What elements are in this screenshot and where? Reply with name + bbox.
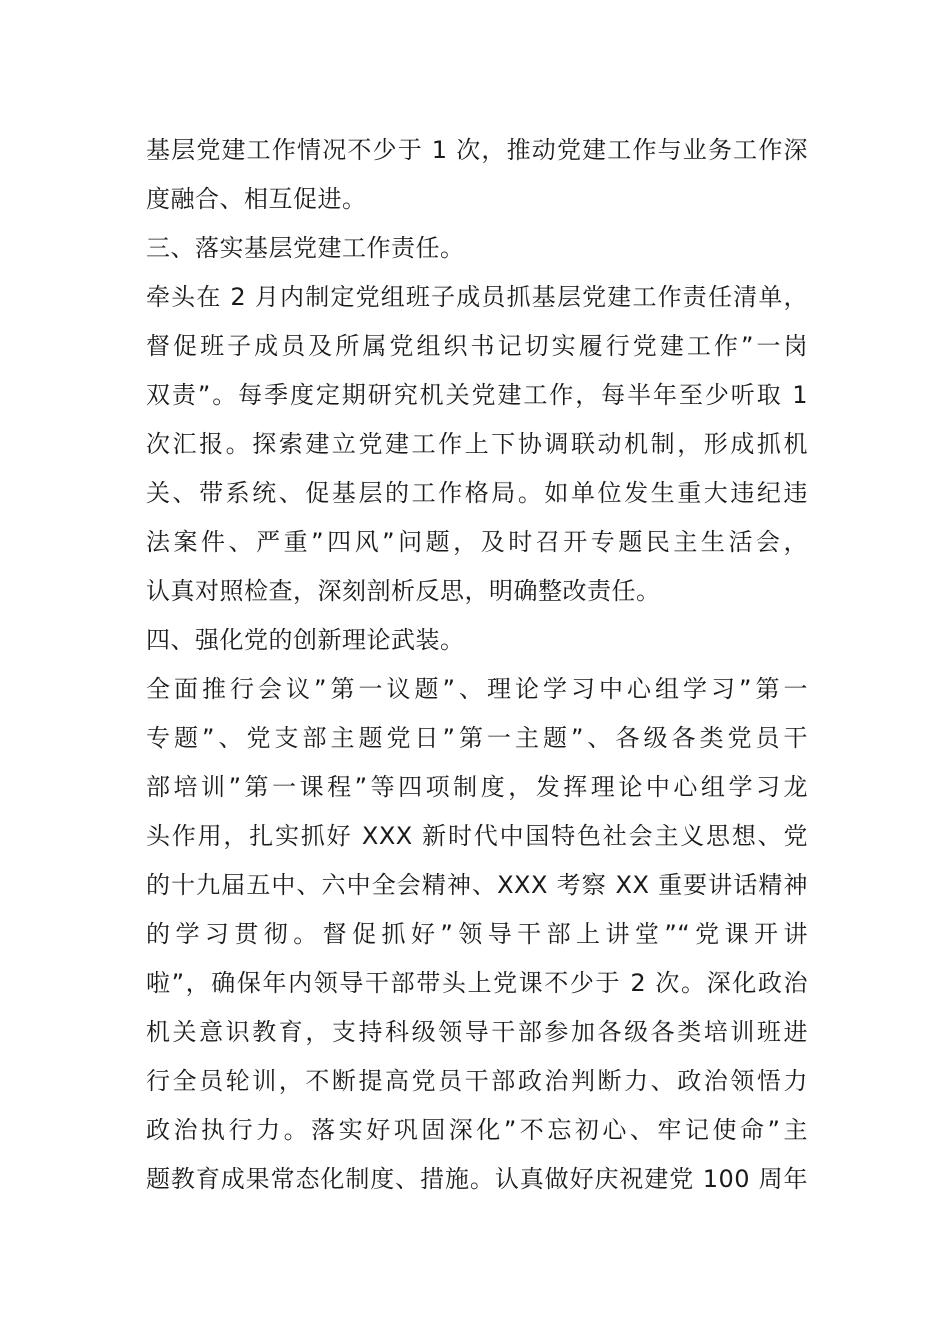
text-line: 头作用，扎实抓好 XXX 新时代中国特色社会主义思想、党 [146,822,808,850]
text-line: 政治执行力。落实好巩固深化”不忘初心、牢记使命”主 [146,1116,808,1144]
text-line: 认真对照检查，深刻剖析反思，明确整改责任。 [146,577,661,605]
text-line: 关、带系统、促基层的工作格局。如单位发生重大违纪违 [146,479,808,507]
text-line: 题教育成果常态化制度、措施。认真做好庆祝建党 100 周年 [146,1165,808,1193]
section-heading: 三、落实基层党建工作责任。 [146,234,465,262]
document-body [146,126,808,1204]
text-line: 的学习贯彻。督促抓好”领导干部上讲堂”“党课开讲 [146,920,808,948]
text-line: 机关意识教育，支持科级领导干部参加各级各类培训班进 [146,1018,808,1046]
section-heading: 四、强化党的创新理论武装。 [146,626,465,654]
text-line: 专题”、党支部主题党日”第一主题”、各级各类党员干 [146,724,808,752]
text-line: 度融合、相互促进。 [146,185,367,213]
text-line: 督促班子成员及所属党组织书记切实履行党建工作”一岗 [146,332,808,360]
text-line: 基层党建工作情况不少于 1 次，推动党建工作与业务工作深 [146,136,808,164]
text-line: 次汇报。探索建立党建工作上下协调联动机制，形成抓机 [146,430,808,458]
text-line: 的十九届五中、六中全会精神、XXX 考察 XX 重要讲话精神 [146,871,808,899]
text-line: 法案件、严重”四风”问题，及时召开专题民主生活会， [146,528,808,556]
text-line: 牵头在 2 月内制定党组班子成员抓基层党建工作责任清单， [146,283,808,311]
text-line: 啦”，确保年内领导干部带头上党课不少于 2 次。深化政治 [146,969,808,997]
text-line: 全面推行会议”第一议题”、理论学习中心组学习”第一 [146,675,808,703]
text-line: 部培训”第一课程”等四项制度，发挥理论中心组学习龙 [146,773,808,801]
text-line: 双责”。每季度定期研究机关党建工作，每半年至少听取 1 [146,381,808,409]
text-line: 行全员轮训，不断提高党员干部政治判断力、政治领悟力 [146,1067,808,1095]
